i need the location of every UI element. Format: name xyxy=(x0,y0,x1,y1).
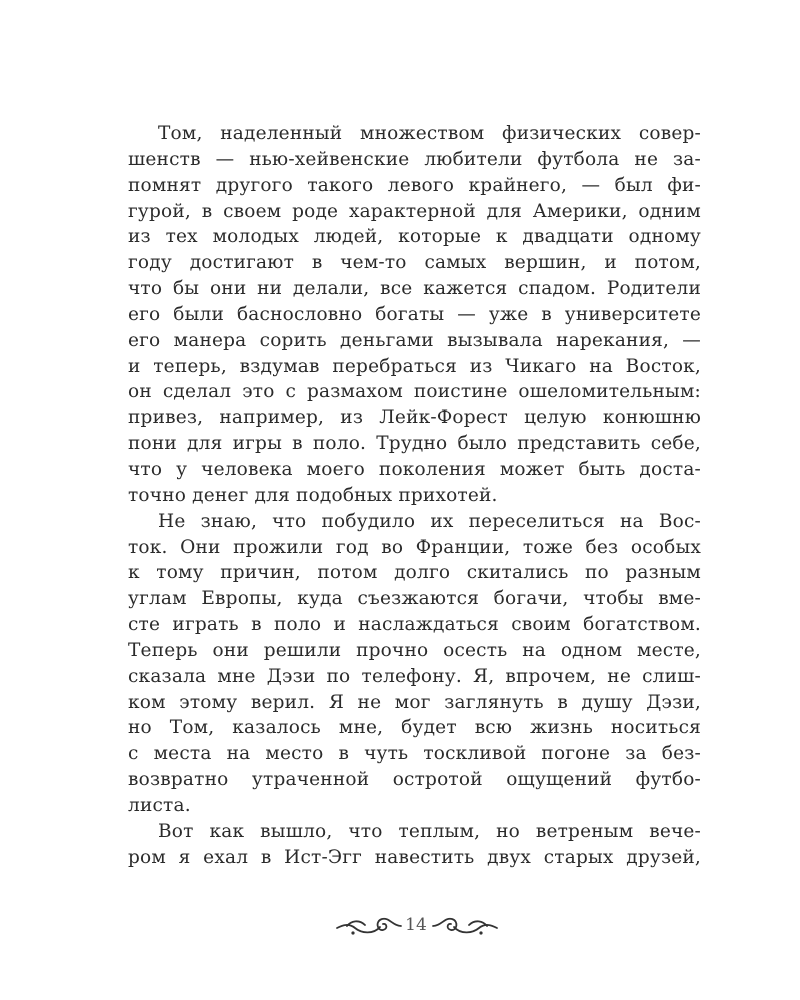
text-line: году достигают в чем-то самых вершин, и потом, xyxy=(128,252,701,274)
text-line: сте играть в поло и наслаждаться своим богатством. xyxy=(128,614,701,636)
page-footer xyxy=(0,905,800,945)
text-line: его манера сорить деньгами вызывала нарекания, — xyxy=(128,329,701,351)
text-line: помнят другого такого левого крайнего, — был фи- xyxy=(128,174,701,196)
text-line: сказала мне Дэзи по телефону. Я, впрочем, не слиш- xyxy=(128,665,701,687)
text-line: из тех молодых людей, которые к двадцати одному xyxy=(128,226,701,248)
left-ornament-icon xyxy=(335,913,403,939)
text-line: ром я ехал в Ист-Эгг навестить двух старых друзей, xyxy=(128,846,701,868)
text-line: но Том, казалось мне, будет всю жизнь носиться xyxy=(128,717,701,739)
text-line: шенств — нью-хейвенские любители футбола не за- xyxy=(128,148,701,170)
text-line: Не знаю, что побудило их переселиться на Вос- xyxy=(158,510,701,532)
text-line: что бы они ни делали, все кажется спадом. Родители xyxy=(128,278,701,300)
text-line: Вот как вышло, что теплым, но ветреным вече- xyxy=(158,820,701,842)
text-line: он сделал это с размахом поистине ошеломительным: xyxy=(128,381,701,403)
text-line: ток. Они прожили год во Франции, тоже без особых xyxy=(128,536,701,558)
right-ornament-icon xyxy=(431,913,499,939)
page-number: 14 xyxy=(405,915,427,935)
text-line: возвратно утраченной остротой ощущений футбо- xyxy=(128,769,701,791)
text-line: Теперь они решили прочно осесть на одном месте, xyxy=(128,639,701,661)
text-line: Том, наделенный множеством физических совер- xyxy=(158,123,701,144)
text-line: ком этому верил. Я не мог заглянуть в душу Дэзи, xyxy=(128,691,701,713)
text-line: что у человека моего поколения может быть доста- xyxy=(128,458,701,480)
text-line: пони для игры в поло. Трудно было представить себе, xyxy=(128,433,701,455)
text-line: и теперь, вздумав перебраться из Чикаго на Восток, xyxy=(128,355,701,377)
text-line: точно денег для подобных прихотей. xyxy=(128,484,498,506)
text-line: к тому причин, потом долго скитались по разным xyxy=(128,562,701,584)
text-line: листа. xyxy=(128,794,191,816)
text-line: углам Европы, куда съезжаются богачи, чтобы вме- xyxy=(128,588,701,610)
text-line: его были баснословно богаты — уже в университете xyxy=(128,303,701,325)
text-line: гурой, в своем роде характерной для Америки, одним xyxy=(128,200,701,222)
text-line: привез, например, из Лейк-Форест целую конюшню xyxy=(128,407,701,429)
body-text xyxy=(128,121,701,870)
text-line: с места на место в чуть тоскливой погоне за без- xyxy=(128,743,701,765)
